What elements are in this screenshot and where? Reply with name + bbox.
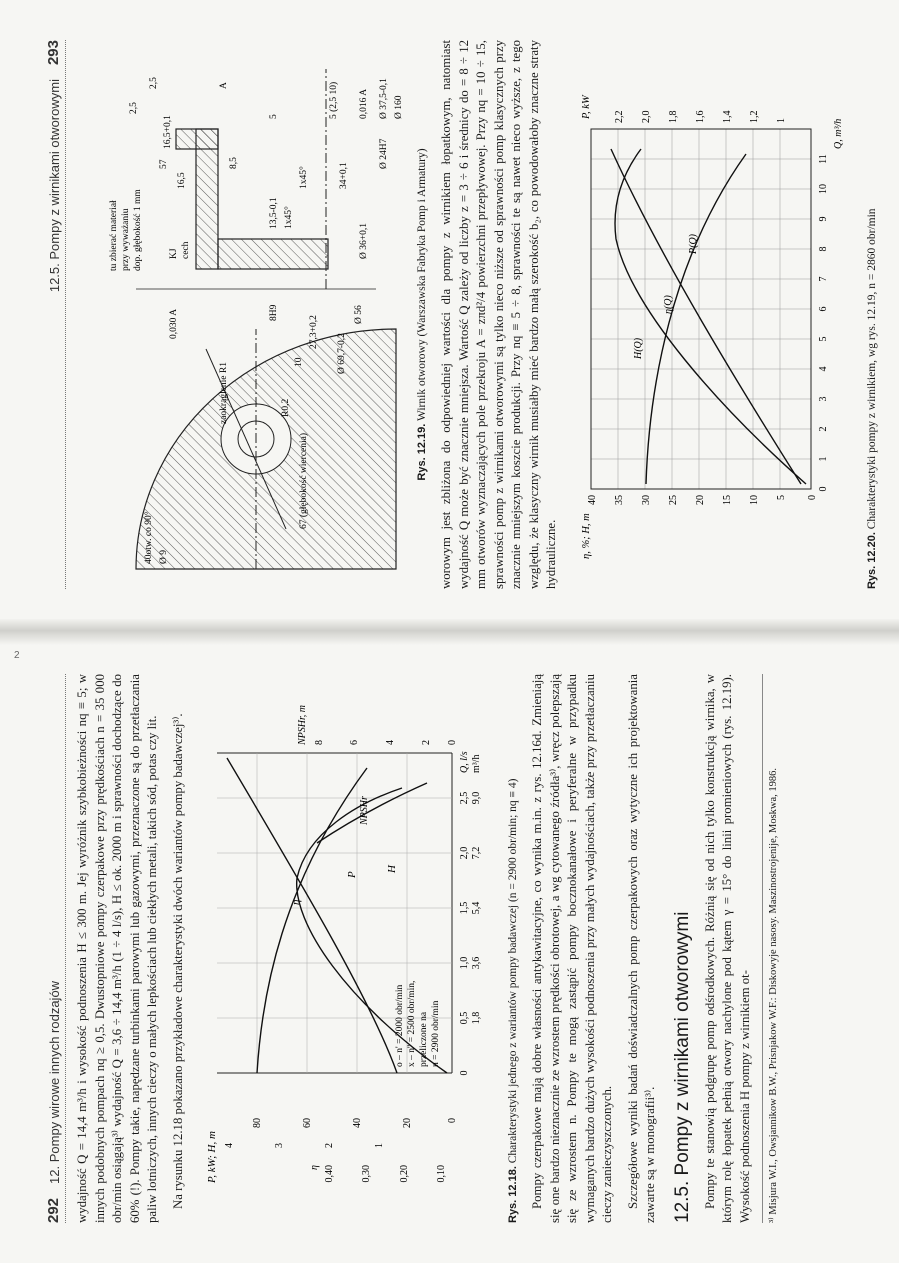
drawing-mark: KJ bbox=[169, 248, 179, 259]
curve-label-P: P bbox=[346, 871, 358, 878]
tick-label: 2 bbox=[421, 740, 432, 745]
drawing-mark: cech bbox=[181, 241, 191, 259]
dim-label: 1x45° bbox=[299, 166, 309, 189]
tick-label: 4 bbox=[224, 1143, 235, 1148]
tick-label: 8 bbox=[314, 740, 325, 745]
tick-label: 2,0 bbox=[640, 110, 652, 123]
section-heading: 12.5. Pompy z wirnikami otworowymi bbox=[671, 911, 693, 1223]
tick-label: 0 bbox=[447, 740, 458, 745]
running-title: 12.5. Pompy z wirnikami otworowymi bbox=[47, 79, 62, 293]
drawing-note: tu zbierać materiał bbox=[109, 200, 119, 271]
curve-label-eta: η(Q) bbox=[662, 295, 674, 314]
dim-label: 10 bbox=[294, 357, 304, 367]
tick-label: 5 bbox=[775, 495, 787, 500]
tick-label: 9,0 bbox=[471, 791, 482, 805]
dim-label: 8,5 bbox=[229, 157, 239, 169]
tick-label: 1,8 bbox=[667, 110, 679, 123]
tick-label: 2,5 bbox=[459, 791, 470, 805]
figure-12-20 bbox=[571, 40, 861, 589]
tick-label: 0,5 bbox=[459, 1011, 470, 1025]
curve-H bbox=[646, 154, 746, 484]
curve-label-P: P(Q) bbox=[687, 234, 699, 254]
x-axis-title: Q, m³/h bbox=[832, 118, 844, 149]
x-axis-title: Q, l/s bbox=[459, 751, 470, 773]
tick-label: 1,6 bbox=[694, 110, 706, 123]
caption-label: Rys. 12.18. bbox=[507, 1166, 519, 1223]
dim-label: Ø 160 bbox=[394, 95, 404, 119]
tick-label: 0 bbox=[447, 1118, 458, 1123]
dim-label: 13,5-0,1 bbox=[269, 197, 279, 229]
dim-label: Ø 37,5-0,1 bbox=[379, 78, 389, 119]
dim-label: 67 (głębokość wiercenia) bbox=[299, 432, 309, 529]
tick-label: 1 bbox=[775, 118, 787, 123]
paragraph: Na rysunku 12.18 pokazano przykładowe charakterystyki dwóch wariantów pompy badawczej³⁾. bbox=[170, 713, 185, 1209]
tick-label: 6 bbox=[817, 306, 829, 312]
tick-label: 0 bbox=[459, 1070, 470, 1076]
footnote: ³⁾ Misjura W.I., Owsjannikow B.W., Prisnjakow W.F.: Diskowyje nasosy. Maszinostrojenije, Moskwa, 1986. bbox=[762, 674, 780, 1223]
tick-label: 3,6 bbox=[471, 956, 482, 970]
tick-label: 3 bbox=[817, 396, 829, 402]
drawing-note: przy wyważaniu bbox=[121, 208, 131, 271]
curve-H bbox=[257, 768, 367, 1073]
dim-label: Ø 36+0,1 bbox=[359, 223, 369, 259]
curve-label-npsh: NPSHr bbox=[359, 796, 370, 825]
dim-label: 57 bbox=[159, 159, 169, 169]
page-number: 292 bbox=[45, 1197, 62, 1223]
tick-label: 1,2 bbox=[748, 110, 760, 123]
profile-flange bbox=[176, 129, 218, 149]
roughness-mark: 5 bbox=[269, 114, 279, 119]
tick-label: 1,0 bbox=[459, 956, 470, 970]
y-axis-title: P, kW; H, m bbox=[206, 1131, 218, 1183]
tick-label: 10 bbox=[817, 184, 829, 194]
tick-label: 4 bbox=[817, 366, 829, 372]
curve-P bbox=[611, 149, 801, 484]
dim-label: 34+0,1 bbox=[339, 162, 349, 189]
tick-label: 6 bbox=[349, 740, 360, 745]
dim-label: 16,5 bbox=[177, 172, 187, 189]
tick-label: 20 bbox=[694, 495, 706, 505]
legend-entry: x – n'' = 2500 obr/min, bbox=[407, 980, 417, 1067]
tick-label: 80 bbox=[252, 1118, 263, 1128]
dim-label: 27,3+0,2 bbox=[309, 315, 319, 349]
curve-label-H: H bbox=[386, 865, 398, 873]
chart-12-18 bbox=[197, 678, 497, 1223]
tick-label: 1,8 bbox=[471, 1011, 482, 1025]
roughness-mark: 2,5 bbox=[149, 77, 159, 89]
eta-axis-label: η bbox=[309, 1165, 320, 1170]
tick-label: 60 bbox=[302, 1118, 313, 1128]
caption-label: Rys. 12.19. bbox=[416, 423, 428, 481]
datum-label: A bbox=[219, 82, 229, 89]
paragraph: Pompy czerpakowe mają dobre własności antykawitacyjne, co wynika m.in. z rys. 12.16d. Zmieniają się one bardzo nieznacznie ze wzrostem prędkości obrotowej, a wg cytowanego źródła³⁾, wręcz polepszają się ze wzrostem n. Pompy te mogą zastąpić pompy bocznokanałowe i peryferalne w przypadku wymaganych bardzo dużych wysokości podnoszenia przy małych wydajnościach, także przy przetłaczaniu cieczy zanieczyszczonych. bbox=[530, 674, 614, 1223]
curve-label-eta: η bbox=[290, 899, 302, 905]
legend-entry: przeliczone na bbox=[419, 1011, 429, 1067]
profile-hub bbox=[218, 239, 328, 269]
tick-label: 9 bbox=[817, 216, 829, 222]
y-left-title: η, %; H, m bbox=[580, 513, 592, 559]
tick-label: 0,30 bbox=[361, 1165, 372, 1183]
tick-label: 20 bbox=[402, 1118, 413, 1128]
caption-label: Rys. 12.20. bbox=[865, 532, 878, 589]
tick-label: 1 bbox=[374, 1143, 385, 1148]
roughness-mark: 5 (2,5 10) bbox=[329, 81, 339, 119]
tick-label: 1,4 bbox=[721, 110, 733, 123]
caption-text: Charakterystyki jednego z wariantów pompy badawczej (n = 2900 obr/min; nq ≡ 4) bbox=[507, 778, 519, 1164]
dim-label: 16,5+0,1 bbox=[163, 115, 173, 149]
y-right-title: P, kW bbox=[580, 95, 592, 119]
npsh-axis-title: NPSHr, m bbox=[297, 704, 308, 745]
dim-label: Ø 69,7-0,2 bbox=[337, 333, 347, 374]
tick-label: 2,0 bbox=[459, 846, 470, 860]
tick-label: 40 bbox=[352, 1118, 363, 1128]
tick-label: 40 bbox=[586, 495, 598, 505]
right-page bbox=[0, 0, 899, 623]
tick-label: 1 bbox=[817, 456, 829, 462]
dim-label: Ø 9 bbox=[159, 550, 169, 564]
figure-12-19 bbox=[76, 40, 411, 589]
dim-label: 8H9 bbox=[269, 304, 279, 321]
tick-label: 15 bbox=[721, 495, 733, 505]
tick-label: 0 bbox=[817, 486, 829, 492]
tick-label: 7 bbox=[817, 276, 829, 282]
paragraph: Szczegółowe wyniki badań doświadczalnych pomp czerpakowych oraz wytyczne ich projektowania zawarte są w monografii³⁾. bbox=[625, 674, 657, 1223]
left-page bbox=[0, 638, 899, 1263]
tick-label: 3 bbox=[274, 1143, 285, 1148]
caption-text: Wirnik otworowy (Warszawska Fabryka Pomp i Armatury) bbox=[416, 148, 428, 422]
figure-caption bbox=[865, 40, 880, 589]
dim-label: 1x45° bbox=[284, 206, 294, 229]
tick-label: 25 bbox=[667, 495, 679, 505]
legend-entry: o – n' = 2000 obr/min bbox=[395, 984, 405, 1067]
dim-label: 40otw. co 90° bbox=[144, 511, 154, 564]
tick-label: 0 bbox=[806, 495, 818, 500]
curve-eta bbox=[615, 149, 806, 484]
tick-label: 10 bbox=[748, 495, 760, 505]
x-axis-unit: m³/h bbox=[471, 754, 482, 773]
left-running-header bbox=[40, 674, 66, 1223]
tick-label: 4 bbox=[385, 740, 396, 745]
caption-text: Charakterystyki pompy z wirnikiem, wg rys. 12.19, n = 2860 obr/min bbox=[865, 208, 878, 530]
tick-label: 2,2 bbox=[613, 110, 625, 123]
profile-shroud bbox=[196, 129, 218, 269]
dim-label: Ø 56 bbox=[354, 305, 364, 324]
figure-12-18 bbox=[197, 674, 502, 1223]
tick-label: 0,20 bbox=[399, 1165, 410, 1183]
tick-label: 0,10 bbox=[436, 1165, 447, 1183]
running-title: 12. Pompy wirowe innych rodzajów bbox=[47, 980, 62, 1184]
roughness-mark: 2,5 bbox=[129, 102, 139, 114]
tolerance-frame: 0,030 A bbox=[169, 308, 179, 339]
paragraph: wydajność Q = 14,4 m³/h i wysokość podnoszenia H ≤ 300 m. Jej wyróżnik szybkobieżności nq ≡ 5; w innych podobnych pompach nq ≥ 0,5. Dwustopniowe pompy czerpakowe przy prędkościach n = 35 000 obr/min osiągają³⁾ wydajność Q = 3,6 ÷ 14,4 m³/h (1 ÷ 4 l/s), H ≤ ok. 2000 m i sprawności dochodzące do 60% (!). Pompy takie, napędzane turbinkami parowymi lub gazowymi, przeznaczone są do przetłaczania paliw lotniczych, innych cieczy o małych lepkościach lub ciekłych metali, takich sód, potas czy lit. bbox=[75, 674, 159, 1223]
figure-caption bbox=[415, 40, 430, 589]
tick-label: 2 bbox=[817, 426, 829, 432]
tick-label: 35 bbox=[613, 495, 625, 505]
tick-label: 0,40 bbox=[324, 1165, 335, 1183]
tick-label: 8 bbox=[817, 246, 829, 252]
drawing-note: dop. głębokość 1 mm bbox=[133, 189, 143, 271]
chart-12-20 bbox=[571, 44, 856, 589]
tick-label: 1,5 bbox=[459, 901, 470, 915]
figure-caption bbox=[506, 674, 521, 1223]
dim-label: zaokrąglenie R1 bbox=[219, 362, 229, 424]
tick-label: 7,2 bbox=[471, 846, 482, 860]
tick-label: 30 bbox=[640, 495, 652, 505]
corner-mark: 2 bbox=[14, 650, 20, 661]
curve-npsh bbox=[317, 783, 427, 843]
tick-label: 5 bbox=[817, 336, 829, 342]
tick-label: 2 bbox=[324, 1143, 335, 1148]
tick-label: 11 bbox=[817, 154, 829, 164]
dim-label: Ø 24H7 bbox=[379, 138, 389, 169]
curve-label-H: H(Q) bbox=[632, 337, 644, 359]
drawing-12-19 bbox=[76, 44, 406, 589]
curve-P bbox=[227, 758, 397, 1073]
right-running-header bbox=[40, 40, 66, 589]
tick-label: 5,4 bbox=[471, 901, 482, 915]
page-number: 293 bbox=[45, 40, 62, 66]
paragraph: Pompy te stanowią podgrupę pomp odśrodkowych. Różnią się od nich tylko konstrukcją wirnika, w którym rolę łopatek pełnią otwory nachylone pod kątem γ = 15° do linii promieniowych (rys. 12.19). Wysokość podnoszenia H pompy z wirnikiem ot- bbox=[702, 674, 752, 1223]
dim-label: R0,2 bbox=[281, 398, 291, 417]
legend-entry: n = 2900 obr/min bbox=[431, 1000, 441, 1067]
paragraph: worowym jest zbliżona do odpowiedniej wartości dla pompy z wirnikiem łopatkowym, natomiast wydajność Q może być znacznie mniejsza. Wartość Q zależy od liczby z = 3 ÷ 6 i średnicy do = 8 ÷ 12 mm otworów wyznaczających pole przekroju A = zπd²/4 powierzchni przepływowej. Przy nq = 10 ÷ 15, sprawności pomp z wirnikami otworowymi są tylko nieco niższe od sprawności pomp klasycznych przy znacznie mniejszym koszcie produkcji. Przy nq ≡ 5 ÷ 8, sprawności te są nawet nieco wyższe, z tego względu, że klasyczny wirnik musiałby mieć bardzo małą szerokość b₂, co powodowałoby znaczne straty hydrauliczne. bbox=[439, 40, 558, 589]
tolerance-frame: 0,016 A bbox=[359, 88, 369, 119]
